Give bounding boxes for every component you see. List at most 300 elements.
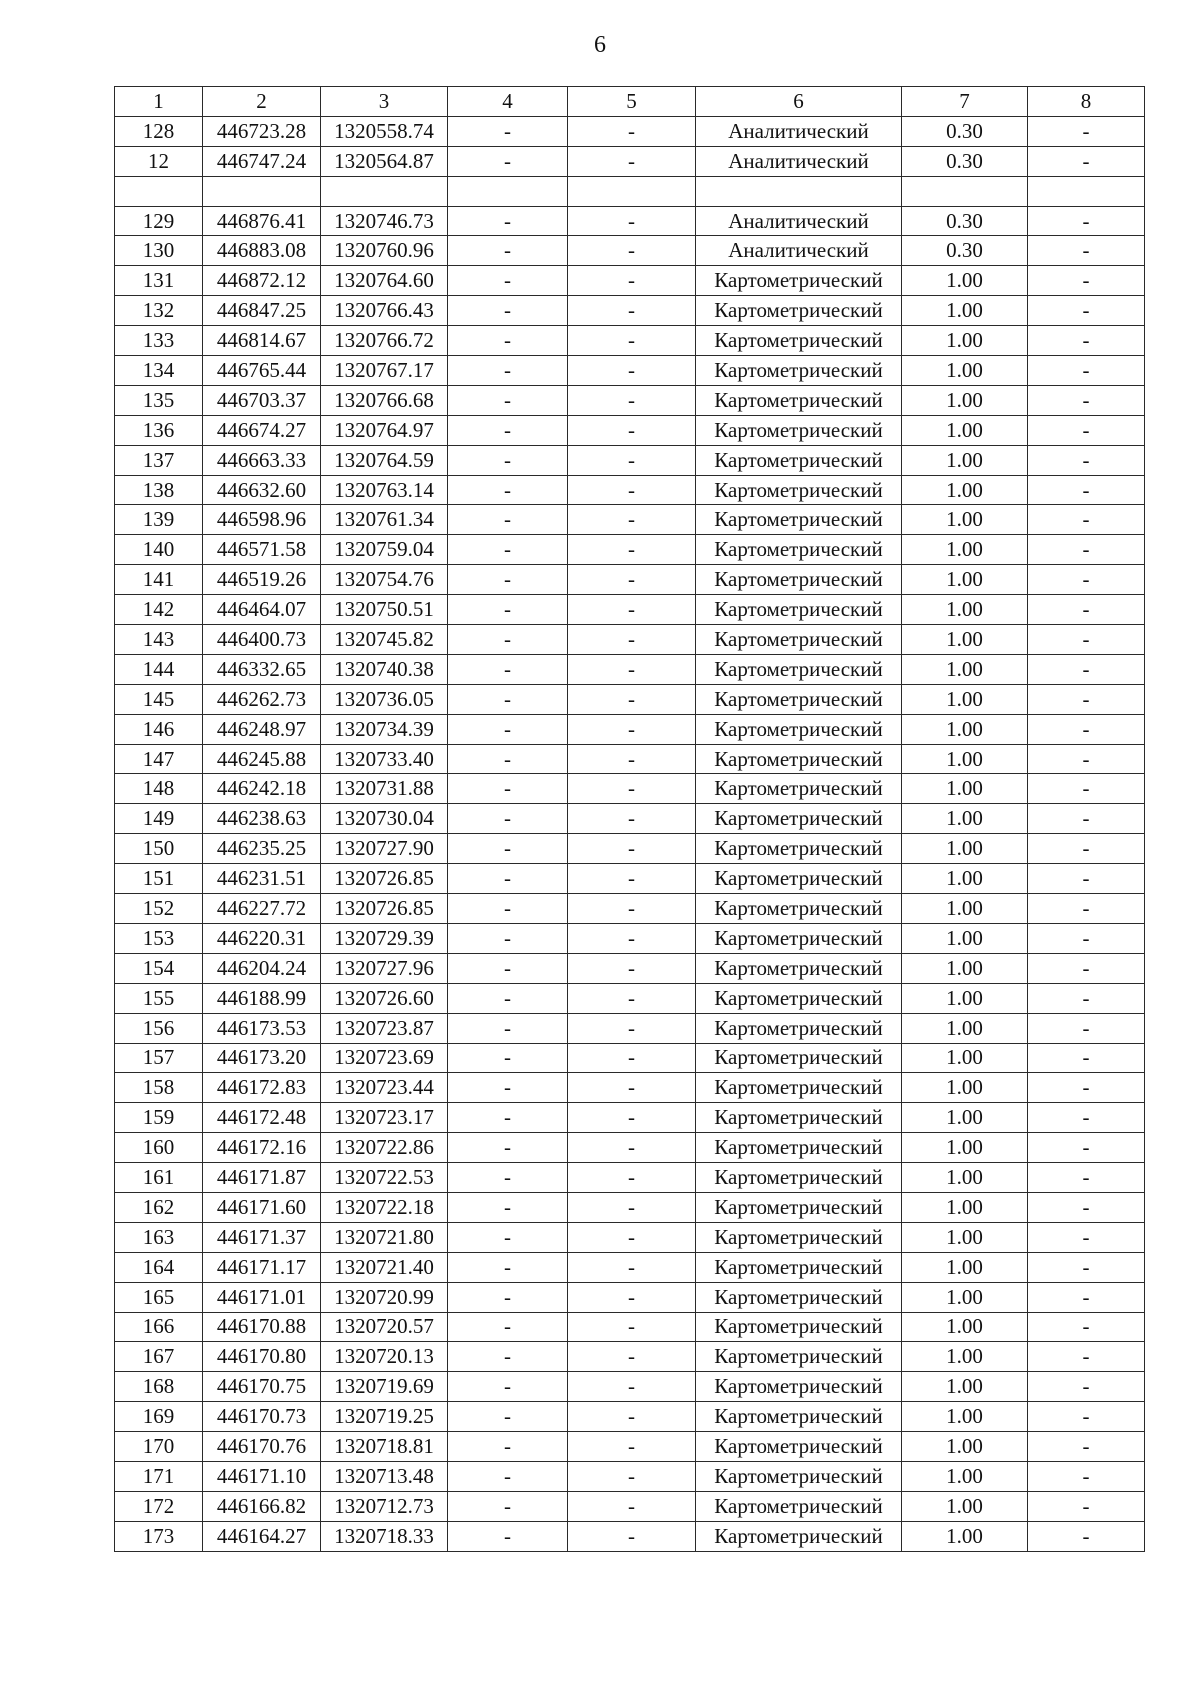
cell-method: Картометрический xyxy=(696,625,902,655)
cell-col-5 xyxy=(568,176,696,206)
cell-y-coordinate: 1320727.96 xyxy=(321,953,448,983)
cell-col-4: - xyxy=(448,1312,568,1342)
cell-method: Картометрический xyxy=(696,1372,902,1402)
cell-col-8: - xyxy=(1028,1402,1145,1432)
cell-accuracy: 1.00 xyxy=(902,923,1028,953)
cell-method: Картометрический xyxy=(696,1103,902,1133)
cell-method: Картометрический xyxy=(696,1461,902,1491)
cell-col-4: - xyxy=(448,953,568,983)
cell-method: Аналитический xyxy=(696,146,902,176)
cell-y-coordinate: 1320722.18 xyxy=(321,1192,448,1222)
cell-y-coordinate: 1320726.85 xyxy=(321,864,448,894)
cell-y-coordinate: 1320721.40 xyxy=(321,1252,448,1282)
table-row xyxy=(115,565,1145,595)
cell-accuracy: 0.30 xyxy=(902,116,1028,146)
cell-point-number: 168 xyxy=(115,1372,203,1402)
cell-accuracy: 1.00 xyxy=(902,1432,1028,1462)
cell-accuracy: 1.00 xyxy=(902,565,1028,595)
cell-col-4: - xyxy=(448,894,568,924)
cell-col-4: - xyxy=(448,1372,568,1402)
cell-accuracy: 1.00 xyxy=(902,1461,1028,1491)
cell-accuracy: 1.00 xyxy=(902,1521,1028,1551)
cell-method: Аналитический xyxy=(696,116,902,146)
table-row xyxy=(115,1133,1145,1163)
cell-accuracy: 1.00 xyxy=(902,654,1028,684)
cell-col-4: - xyxy=(448,445,568,475)
column-header-8: 8 xyxy=(1028,87,1145,117)
cell-method: Картометрический xyxy=(696,1402,902,1432)
cell-method: Картометрический xyxy=(696,1432,902,1462)
cell-y-coordinate: 1320733.40 xyxy=(321,744,448,774)
cell-accuracy: 0.30 xyxy=(902,236,1028,266)
table-row xyxy=(115,864,1145,894)
table-row xyxy=(115,1521,1145,1551)
cell-method: Картометрический xyxy=(696,983,902,1013)
cell-x-coordinate: 446332.65 xyxy=(203,654,321,684)
cell-col-5: - xyxy=(568,684,696,714)
cell-col-5: - xyxy=(568,146,696,176)
cell-col-4 xyxy=(448,176,568,206)
cell-accuracy: 1.00 xyxy=(902,475,1028,505)
cell-col-5: - xyxy=(568,445,696,475)
cell-col-8: - xyxy=(1028,1432,1145,1462)
cell-point-number: 147 xyxy=(115,744,203,774)
cell-method: Картометрический xyxy=(696,1252,902,1282)
cell-accuracy: 1.00 xyxy=(902,864,1028,894)
cell-col-4: - xyxy=(448,923,568,953)
cell-x-coordinate: 446188.99 xyxy=(203,983,321,1013)
cell-x-coordinate: 446227.72 xyxy=(203,894,321,924)
cell-x-coordinate: 446171.87 xyxy=(203,1163,321,1193)
cell-x-coordinate: 446242.18 xyxy=(203,774,321,804)
cell-accuracy: 1.00 xyxy=(902,1491,1028,1521)
cell-point-number: 142 xyxy=(115,595,203,625)
cell-point-number: 140 xyxy=(115,535,203,565)
table-row xyxy=(115,1432,1145,1462)
table-row xyxy=(115,983,1145,1013)
cell-col-5: - xyxy=(568,625,696,655)
cell-col-8: - xyxy=(1028,1013,1145,1043)
cell-y-coordinate: 1320726.85 xyxy=(321,894,448,924)
cell-col-5: - xyxy=(568,923,696,953)
cell-point-number: 153 xyxy=(115,923,203,953)
cell-accuracy: 1.00 xyxy=(902,1372,1028,1402)
column-header-4: 4 xyxy=(448,87,568,117)
cell-col-5: - xyxy=(568,1402,696,1432)
cell-x-coordinate: 446765.44 xyxy=(203,356,321,386)
cell-col-4: - xyxy=(448,1192,568,1222)
cell-col-4: - xyxy=(448,266,568,296)
cell-col-8: - xyxy=(1028,834,1145,864)
cell-col-5: - xyxy=(568,385,696,415)
cell-accuracy: 1.00 xyxy=(902,1013,1028,1043)
cell-col-8: - xyxy=(1028,744,1145,774)
cell-x-coordinate: 446245.88 xyxy=(203,744,321,774)
cell-col-8: - xyxy=(1028,266,1145,296)
cell-y-coordinate: 1320763.14 xyxy=(321,475,448,505)
cell-col-5: - xyxy=(568,116,696,146)
cell-accuracy: 1.00 xyxy=(902,296,1028,326)
cell-col-5: - xyxy=(568,1222,696,1252)
column-header-2: 2 xyxy=(203,87,321,117)
cell-col-4: - xyxy=(448,774,568,804)
cell-y-coordinate: 1320719.25 xyxy=(321,1402,448,1432)
cell-col-8: - xyxy=(1028,804,1145,834)
cell-col-4: - xyxy=(448,714,568,744)
cell-col-5: - xyxy=(568,356,696,386)
cell-col-5: - xyxy=(568,326,696,356)
cell-y-coordinate: 1320740.38 xyxy=(321,654,448,684)
cell-col-5: - xyxy=(568,1103,696,1133)
cell-y-coordinate: 1320722.86 xyxy=(321,1133,448,1163)
cell-y-coordinate: 1320759.04 xyxy=(321,535,448,565)
cell-method: Картометрический xyxy=(696,535,902,565)
table-row xyxy=(115,953,1145,983)
cell-accuracy: 1.00 xyxy=(902,1133,1028,1163)
cell-method: Картометрический xyxy=(696,565,902,595)
cell-accuracy xyxy=(902,176,1028,206)
cell-method: Картометрический xyxy=(696,923,902,953)
cell-col-5: - xyxy=(568,1342,696,1372)
cell-point-number: 165 xyxy=(115,1282,203,1312)
cell-point-number: 141 xyxy=(115,565,203,595)
cell-accuracy: 1.00 xyxy=(902,1163,1028,1193)
table-row xyxy=(115,266,1145,296)
cell-x-coordinate: 446571.58 xyxy=(203,535,321,565)
cell-col-8: - xyxy=(1028,146,1145,176)
cell-y-coordinate: 1320730.04 xyxy=(321,804,448,834)
cell-col-8: - xyxy=(1028,415,1145,445)
cell-accuracy: 1.00 xyxy=(902,415,1028,445)
cell-col-5: - xyxy=(568,1192,696,1222)
cell-point-number: 162 xyxy=(115,1192,203,1222)
cell-accuracy: 1.00 xyxy=(902,1222,1028,1252)
cell-x-coordinate: 446464.07 xyxy=(203,595,321,625)
cell-y-coordinate: 1320723.69 xyxy=(321,1043,448,1073)
cell-col-4: - xyxy=(448,385,568,415)
cell-point-number: 135 xyxy=(115,385,203,415)
cell-accuracy: 1.00 xyxy=(902,1103,1028,1133)
cell-y-coordinate: 1320754.76 xyxy=(321,565,448,595)
cell-point-number: 154 xyxy=(115,953,203,983)
cell-x-coordinate: 446400.73 xyxy=(203,625,321,655)
cell-col-5: - xyxy=(568,1372,696,1402)
cell-x-coordinate: 446814.67 xyxy=(203,326,321,356)
cell-x-coordinate: 446170.75 xyxy=(203,1372,321,1402)
cell-accuracy: 1.00 xyxy=(902,266,1028,296)
cell-y-coordinate: 1320564.87 xyxy=(321,146,448,176)
cell-method: Картометрический xyxy=(696,654,902,684)
cell-x-coordinate: 446173.20 xyxy=(203,1043,321,1073)
cell-col-4: - xyxy=(448,296,568,326)
cell-point-number: 150 xyxy=(115,834,203,864)
cell-method: Картометрический xyxy=(696,445,902,475)
table-row xyxy=(115,804,1145,834)
cell-col-8: - xyxy=(1028,1342,1145,1372)
cell-col-8: - xyxy=(1028,595,1145,625)
table-row xyxy=(115,176,1145,206)
cell-point-number: 134 xyxy=(115,356,203,386)
cell-col-4: - xyxy=(448,1432,568,1462)
cell-col-5: - xyxy=(568,236,696,266)
cell-col-5: - xyxy=(568,1252,696,1282)
cell-col-8: - xyxy=(1028,654,1145,684)
cell-y-coordinate: 1320723.87 xyxy=(321,1013,448,1043)
cell-col-8: - xyxy=(1028,116,1145,146)
cell-col-8: - xyxy=(1028,1103,1145,1133)
cell-accuracy: 1.00 xyxy=(902,1402,1028,1432)
cell-accuracy: 1.00 xyxy=(902,326,1028,356)
cell-col-8: - xyxy=(1028,445,1145,475)
cell-x-coordinate: 446172.83 xyxy=(203,1073,321,1103)
cell-point-number: 129 xyxy=(115,206,203,236)
cell-col-8: - xyxy=(1028,953,1145,983)
cell-point-number: 138 xyxy=(115,475,203,505)
cell-accuracy: 0.30 xyxy=(902,206,1028,236)
cell-method: Картометрический xyxy=(696,864,902,894)
cell-col-5: - xyxy=(568,1461,696,1491)
cell-method: Аналитический xyxy=(696,236,902,266)
cell-col-4: - xyxy=(448,1402,568,1432)
cell-point-number: 149 xyxy=(115,804,203,834)
cell-y-coordinate: 1320761.34 xyxy=(321,505,448,535)
cell-point-number: 169 xyxy=(115,1402,203,1432)
table-row xyxy=(115,1192,1145,1222)
cell-accuracy: 1.00 xyxy=(902,894,1028,924)
page-number: 6 xyxy=(594,32,606,58)
cell-col-4: - xyxy=(448,535,568,565)
cell-accuracy: 1.00 xyxy=(902,385,1028,415)
cell-accuracy: 1.00 xyxy=(902,445,1028,475)
table-row xyxy=(115,744,1145,774)
cell-method: Картометрический xyxy=(696,714,902,744)
cell-x-coordinate: 446170.80 xyxy=(203,1342,321,1372)
cell-col-5: - xyxy=(568,1521,696,1551)
cell-method: Аналитический xyxy=(696,206,902,236)
cell-x-coordinate xyxy=(203,176,321,206)
column-header-7: 7 xyxy=(902,87,1028,117)
cell-x-coordinate: 446519.26 xyxy=(203,565,321,595)
cell-y-coordinate: 1320718.33 xyxy=(321,1521,448,1551)
cell-point-number: 166 xyxy=(115,1312,203,1342)
table-row xyxy=(115,1342,1145,1372)
cell-x-coordinate: 446876.41 xyxy=(203,206,321,236)
cell-method: Картометрический xyxy=(696,1043,902,1073)
cell-y-coordinate: 1320718.81 xyxy=(321,1432,448,1462)
cell-point-number: 128 xyxy=(115,116,203,146)
cell-accuracy: 1.00 xyxy=(902,625,1028,655)
cell-col-8: - xyxy=(1028,206,1145,236)
cell-accuracy: 1.00 xyxy=(902,1252,1028,1282)
cell-point-number: 161 xyxy=(115,1163,203,1193)
cell-method: Картометрический xyxy=(696,744,902,774)
cell-col-4: - xyxy=(448,1103,568,1133)
cell-x-coordinate: 446231.51 xyxy=(203,864,321,894)
cell-col-8: - xyxy=(1028,1133,1145,1163)
cell-accuracy: 1.00 xyxy=(902,774,1028,804)
table-row xyxy=(115,385,1145,415)
cell-method: Картометрический xyxy=(696,894,902,924)
table-row xyxy=(115,894,1145,924)
cell-accuracy: 0.30 xyxy=(902,146,1028,176)
cell-y-coordinate: 1320727.90 xyxy=(321,834,448,864)
cell-x-coordinate: 446674.27 xyxy=(203,415,321,445)
cell-col-4: - xyxy=(448,1521,568,1551)
cell-x-coordinate: 446204.24 xyxy=(203,953,321,983)
cell-method: Картометрический xyxy=(696,326,902,356)
cell-col-4: - xyxy=(448,864,568,894)
cell-method: Картометрический xyxy=(696,1312,902,1342)
cell-x-coordinate: 446747.24 xyxy=(203,146,321,176)
table-row xyxy=(115,1282,1145,1312)
table-row xyxy=(115,296,1145,326)
cell-y-coordinate: 1320723.44 xyxy=(321,1073,448,1103)
cell-col-8: - xyxy=(1028,356,1145,386)
cell-point-number: 137 xyxy=(115,445,203,475)
column-header-3: 3 xyxy=(321,87,448,117)
table-row xyxy=(115,1252,1145,1282)
cell-method: Картометрический xyxy=(696,595,902,625)
table-row xyxy=(115,654,1145,684)
cell-col-5: - xyxy=(568,1043,696,1073)
cell-col-5: - xyxy=(568,535,696,565)
cell-col-5: - xyxy=(568,1282,696,1312)
coordinates-table xyxy=(114,86,1145,1552)
cell-col-4: - xyxy=(448,1073,568,1103)
cell-point-number: 157 xyxy=(115,1043,203,1073)
cell-col-5: - xyxy=(568,266,696,296)
cell-method: Картометрический xyxy=(696,1163,902,1193)
cell-x-coordinate: 446170.76 xyxy=(203,1432,321,1462)
cell-col-5: - xyxy=(568,296,696,326)
cell-point-number: 12 xyxy=(115,146,203,176)
table-row xyxy=(115,1073,1145,1103)
cell-col-5: - xyxy=(568,415,696,445)
cell-col-5: - xyxy=(568,744,696,774)
cell-point-number: 164 xyxy=(115,1252,203,1282)
cell-col-4: - xyxy=(448,1013,568,1043)
table-row xyxy=(115,625,1145,655)
table-row xyxy=(115,535,1145,565)
cell-col-4: - xyxy=(448,654,568,684)
cell-accuracy: 1.00 xyxy=(902,804,1028,834)
cell-col-8: - xyxy=(1028,1043,1145,1073)
cell-col-5: - xyxy=(568,1133,696,1163)
cell-col-4: - xyxy=(448,326,568,356)
cell-method: Картометрический xyxy=(696,684,902,714)
cell-accuracy: 1.00 xyxy=(902,714,1028,744)
cell-method xyxy=(696,176,902,206)
cell-method: Картометрический xyxy=(696,385,902,415)
cell-accuracy: 1.00 xyxy=(902,1192,1028,1222)
cell-col-8: - xyxy=(1028,296,1145,326)
column-header-6: 6 xyxy=(696,87,902,117)
cell-col-5: - xyxy=(568,894,696,924)
cell-col-4: - xyxy=(448,1043,568,1073)
cell-col-8: - xyxy=(1028,1282,1145,1312)
header-row xyxy=(115,87,1145,117)
cell-y-coordinate: 1320736.05 xyxy=(321,684,448,714)
cell-point-number: 146 xyxy=(115,714,203,744)
cell-col-4: - xyxy=(448,505,568,535)
cell-accuracy: 1.00 xyxy=(902,535,1028,565)
cell-x-coordinate: 446171.37 xyxy=(203,1222,321,1252)
column-header-1: 1 xyxy=(115,87,203,117)
table-row xyxy=(115,236,1145,266)
table-row xyxy=(115,834,1145,864)
table-row xyxy=(115,1491,1145,1521)
cell-col-5: - xyxy=(568,714,696,744)
cell-accuracy: 1.00 xyxy=(902,1282,1028,1312)
cell-y-coordinate: 1320750.51 xyxy=(321,595,448,625)
table-row xyxy=(115,475,1145,505)
table-row xyxy=(115,116,1145,146)
cell-col-4: - xyxy=(448,684,568,714)
cell-accuracy: 1.00 xyxy=(902,1043,1028,1073)
cell-col-4: - xyxy=(448,1252,568,1282)
cell-point-number: 143 xyxy=(115,625,203,655)
cell-col-5: - xyxy=(568,475,696,505)
cell-method: Картометрический xyxy=(696,505,902,535)
cell-col-4: - xyxy=(448,146,568,176)
cell-col-8: - xyxy=(1028,684,1145,714)
cell-x-coordinate: 446238.63 xyxy=(203,804,321,834)
table-row xyxy=(115,1312,1145,1342)
cell-method: Картометрический xyxy=(696,834,902,864)
cell-x-coordinate: 446883.08 xyxy=(203,236,321,266)
cell-x-coordinate: 446171.17 xyxy=(203,1252,321,1282)
table-row xyxy=(115,1013,1145,1043)
cell-y-coordinate: 1320764.60 xyxy=(321,266,448,296)
cell-y-coordinate: 1320726.60 xyxy=(321,983,448,1013)
table-row xyxy=(115,1372,1145,1402)
cell-x-coordinate: 446703.37 xyxy=(203,385,321,415)
cell-point-number: 133 xyxy=(115,326,203,356)
cell-col-4: - xyxy=(448,236,568,266)
cell-method: Картометрический xyxy=(696,296,902,326)
cell-x-coordinate: 446173.53 xyxy=(203,1013,321,1043)
cell-col-8: - xyxy=(1028,1461,1145,1491)
cell-point-number: 131 xyxy=(115,266,203,296)
cell-x-coordinate: 446171.60 xyxy=(203,1192,321,1222)
cell-point-number: 155 xyxy=(115,983,203,1013)
cell-col-8: - xyxy=(1028,1491,1145,1521)
cell-col-8: - xyxy=(1028,236,1145,266)
cell-col-4: - xyxy=(448,565,568,595)
cell-col-5: - xyxy=(568,1073,696,1103)
cell-y-coordinate: 1320766.72 xyxy=(321,326,448,356)
cell-accuracy: 1.00 xyxy=(902,834,1028,864)
cell-method: Картометрический xyxy=(696,1133,902,1163)
cell-accuracy: 1.00 xyxy=(902,1342,1028,1372)
cell-col-5: - xyxy=(568,983,696,1013)
cell-point-number: 172 xyxy=(115,1491,203,1521)
cell-method: Картометрический xyxy=(696,356,902,386)
cell-col-5: - xyxy=(568,1312,696,1342)
cell-col-8: - xyxy=(1028,923,1145,953)
cell-y-coordinate: 1320764.59 xyxy=(321,445,448,475)
cell-col-8: - xyxy=(1028,326,1145,356)
cell-col-4: - xyxy=(448,744,568,774)
cell-point-number: 173 xyxy=(115,1521,203,1551)
cell-x-coordinate: 446632.60 xyxy=(203,475,321,505)
table-row xyxy=(115,1163,1145,1193)
cell-accuracy: 1.00 xyxy=(902,595,1028,625)
table-row xyxy=(115,326,1145,356)
cell-method: Картометрический xyxy=(696,1342,902,1372)
cell-x-coordinate: 446235.25 xyxy=(203,834,321,864)
cell-method: Картометрический xyxy=(696,774,902,804)
